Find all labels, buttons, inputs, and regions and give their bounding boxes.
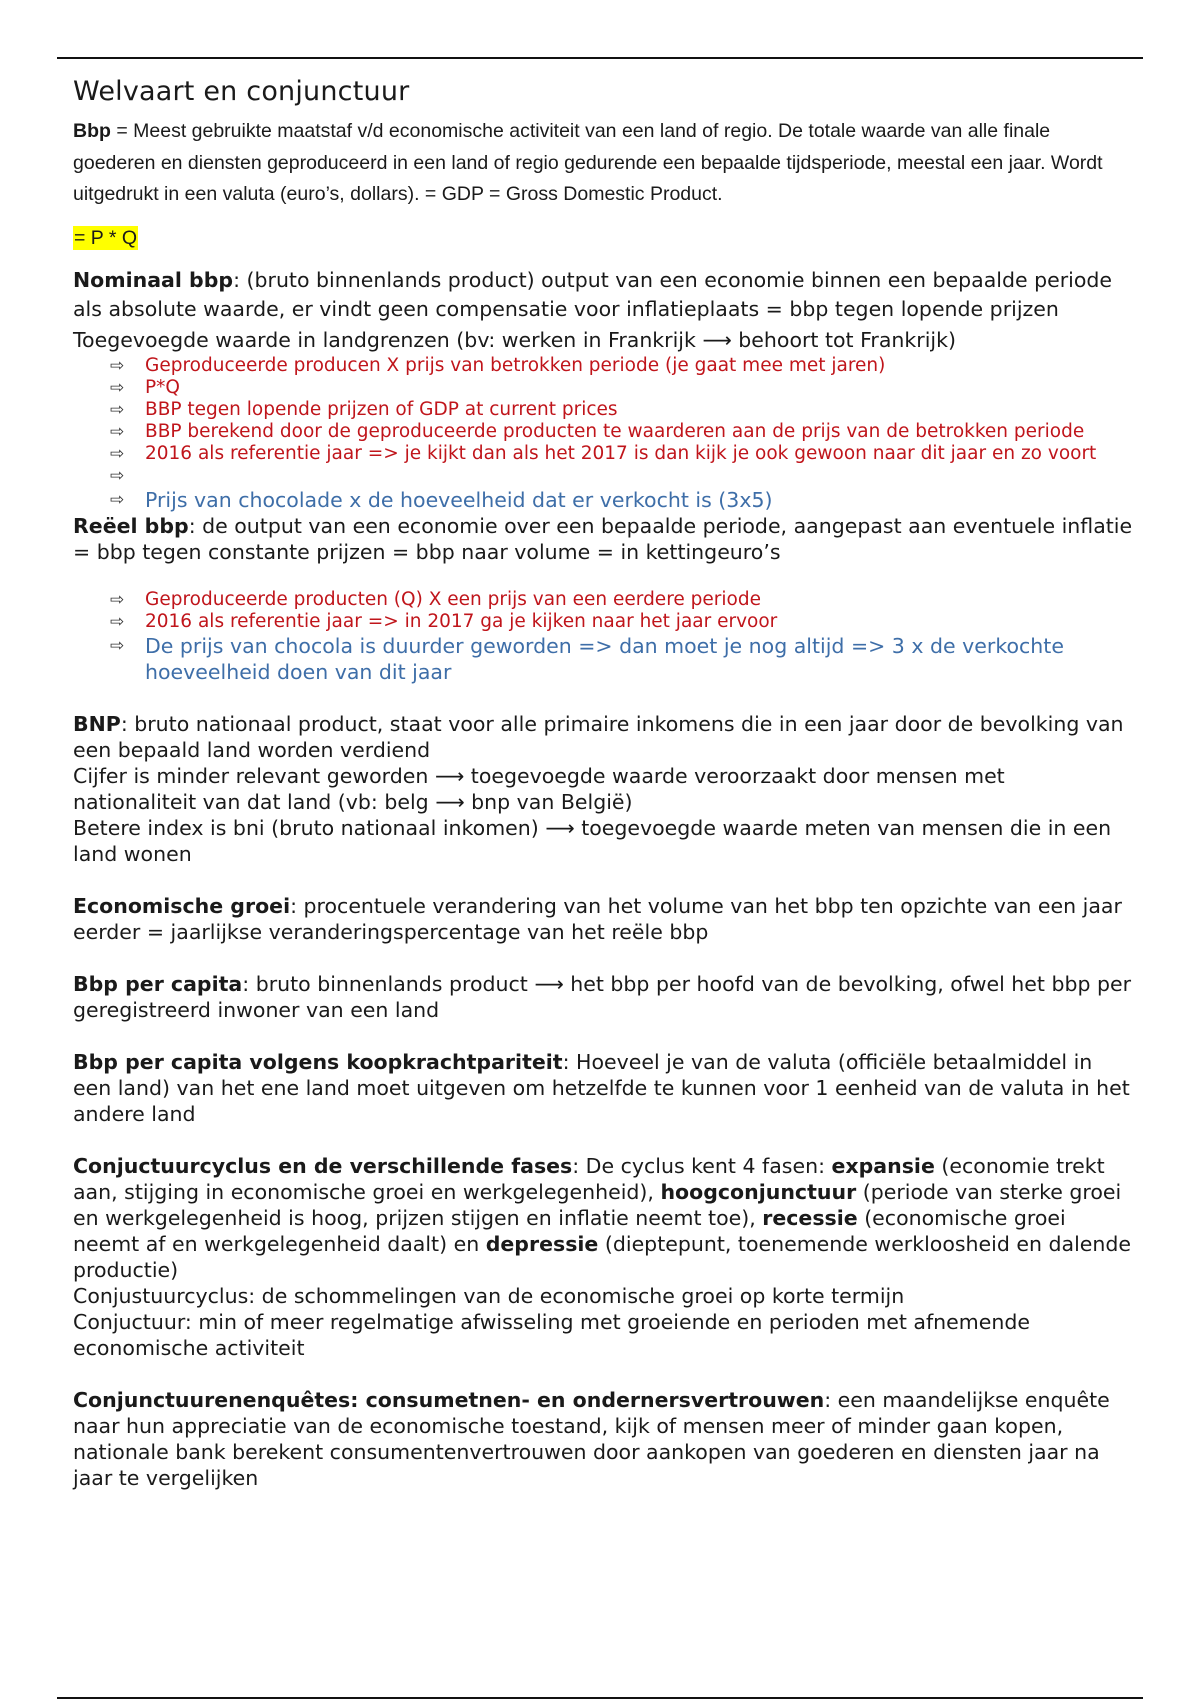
- list-item: [110, 487, 1133, 513]
- arrow-icon: ⇨: [110, 489, 125, 510]
- nominaal-text: : (bruto binnenlands product) output van een economie binnen een bepaalde periode als absolute waarde, er vindt geen compensatie voor inflatieplaats = bbp tegen lopende prijzen: [73, 267, 1113, 321]
- nominaal-bullets: [73, 355, 1133, 513]
- enquetes-definition: [73, 1387, 1133, 1491]
- arrow-icon: ⇨: [110, 443, 125, 464]
- bullet-text: De prijs van chocola is duurder geworden => dan moet je nog altijd => 3 x de verkochte hoeveelheid doen van dit jaar: [145, 633, 1064, 684]
- bottom-rule: [57, 1697, 1143, 1699]
- section-nominaal: [73, 266, 1133, 513]
- kkp-definition: [73, 1049, 1133, 1127]
- phase-hoogconjunctuur: hoogconjunctuur: [660, 1179, 857, 1204]
- bnp-line3: Betere index is bni (bruto nationaal inkomen) ⟶ toegevoegde waarde meten van mensen die in een land wonen: [73, 815, 1112, 866]
- bullet-text: P*Q: [145, 376, 180, 398]
- cyclus-term: Conjuctuurcyclus en de verschillende fases: [73, 1153, 573, 1178]
- bullet-text: Prijs van chocolade x de hoeveelheid dat er verkocht is (3x5): [145, 487, 773, 512]
- arrow-icon: ⇨: [110, 421, 125, 442]
- cyclus-text-5: (dieptepunt, toenemende werkloosheid en dalende productie): [73, 1231, 1132, 1282]
- section-koopkrachtpariteit: [73, 1049, 1133, 1127]
- enquetes-text: : een maandelijkse enquête naar hun appreciatie van de economische toestand, kijk of mensen meer of minder gaan kopen, nationale bank berekent consumentenvertrouwen door aankopen van goederen en diensten jaar na jaar te vergelijken: [73, 1387, 1110, 1490]
- cyclus-line2: Conjustuurcyclus: de schommelingen van de economische groei op korte termijn: [73, 1283, 905, 1308]
- capita-definition: [73, 971, 1133, 1023]
- list-item: [110, 465, 1133, 487]
- bnp-term: BNP: [73, 711, 121, 736]
- groei-text: : procentuele verandering van het volume van het bbp ten opzichte van een jaar eerder = jaarlijkse veranderingspercentage van het reële bbp: [73, 893, 1122, 944]
- section-bnp: [73, 711, 1133, 867]
- bullet-text: BBP berekend door de geproduceerde producten te waarderen aan de prijs van de betrokken periode: [145, 420, 1085, 442]
- bullet-text: Geproduceerde producen X prijs van betrokken periode (je gaat mee met jaren): [145, 354, 886, 376]
- nominaal-term: Nominaal bbp: [73, 267, 234, 292]
- bnp-text: : bruto nationaal product, staat voor alle primaire inkomens die in een jaar door de bevolking van een bepaald land worden verdiend: [73, 711, 1124, 762]
- phase-depressie: depressie: [485, 1231, 599, 1256]
- bullet-text: 2016 als referentie jaar => in 2017 ga je kijken naar het jaar ervoor: [145, 610, 778, 632]
- list-item: [110, 377, 1133, 399]
- cyclus-text-1: : De cyclus kent 4 fasen:: [572, 1153, 832, 1178]
- list-item: [110, 355, 1133, 377]
- bnp-definition: [73, 711, 1133, 763]
- intro-paragraph: [73, 116, 1133, 211]
- capita-term: Bbp per capita: [73, 971, 243, 996]
- bullet-text: BBP tegen lopende prijzen of GDP at current prices: [145, 398, 618, 420]
- arrow-icon: ⇨: [110, 589, 125, 610]
- arrow-icon: ⇨: [110, 635, 125, 656]
- section-capita: [73, 971, 1133, 1023]
- arrow-icon: ⇨: [110, 399, 125, 420]
- cyclus-line3: Conjuctuur: min of meer regelmatige afwisseling met groeiende en perioden met afnemende economische activiteit: [73, 1309, 1030, 1360]
- list-item: [110, 421, 1133, 443]
- reeel-term: Reëel bbp: [73, 513, 189, 538]
- bnp-line2: Cijfer is minder relevant geworden ⟶ toegevoegde waarde veroorzaakt door mensen met nationaliteit van dat land (vb: belg ⟶ bnp van België): [73, 763, 1005, 814]
- intro-text: = Meest gebruikte maatstaf v/d economische activiteit van een land of regio. De totale waarde van alle finale goederen en diensten geproduceerd in een land of regio gedurende een bepaalde tijdsperiode, meestal een jaar. Wordt uitgedrukt in een valuta (euro’s, dollars). = GDP = Gross Domestic Product.: [73, 120, 1103, 205]
- cyclus-text-2: (economie trekt aan, stijging in economische groei en werkgelegenheid),: [73, 1153, 1105, 1204]
- section-reeel: [73, 513, 1133, 685]
- arrow-icon: ⇨: [110, 465, 125, 486]
- nominaal-definition: [73, 266, 1133, 324]
- arrow-icon: ⇨: [110, 611, 125, 632]
- enquetes-term: Conjunctuurenenquêtes: consumetnen- en ondernersvertrouwen: [73, 1387, 825, 1412]
- list-item: [110, 443, 1133, 465]
- section-enquetes: [73, 1387, 1133, 1491]
- cyclus-text-3: (periode van sterke groei en werkgelegenheid is hoog, prijzen stijgen en inflatie neemt toe),: [73, 1179, 1122, 1230]
- nominaal-line2: Toegevoegde waarde in landgrenzen (bv: werken in Frankrijk ⟶ behoort tot Frankrijk): [73, 327, 956, 352]
- cyclus-text-4: (economische groei neemt af en werkgelegenheid daalt) en: [73, 1205, 1066, 1256]
- list-item: [110, 399, 1133, 421]
- reeel-bullets: [73, 589, 1133, 685]
- section-groei: [73, 893, 1133, 945]
- document-title: Welvaart en conjunctuur: [73, 76, 410, 107]
- reeel-text: : de output van een economie over een bepaalde periode, aangepast aan eventuele inflatie = bbp tegen constante prijzen = bbp naar volume = in kettingeuro’s: [73, 513, 1133, 564]
- arrow-icon: ⇨: [110, 355, 125, 376]
- bullet-text: Geproduceerde producten (Q) X een prijs van een eerdere periode: [145, 588, 761, 610]
- list-item: [110, 589, 1133, 611]
- kkp-text: : Hoeveel je van de valuta (officiële betaalmiddel in een land) van het ene land moet uitgeven om hetzelfde te kunnen voor 1 eenheid van de valuta in het andere land: [73, 1049, 1130, 1126]
- intro-term: Bbp: [73, 120, 111, 142]
- top-rule: [57, 57, 1143, 59]
- reeel-definition: [73, 513, 1133, 565]
- groei-definition: [73, 893, 1133, 945]
- document-body: [73, 70, 1133, 1491]
- phase-expansie: expansie: [831, 1153, 935, 1178]
- cyclus-definition: [73, 1153, 1133, 1283]
- groei-term: Economische groei: [73, 893, 291, 918]
- kkp-term: Bbp per capita volgens koopkrachtpariteit: [73, 1049, 563, 1074]
- phase-recessie: recessie: [762, 1205, 858, 1230]
- list-item: [110, 611, 1133, 633]
- list-item: [110, 633, 1133, 685]
- section-cyclus: [73, 1153, 1133, 1361]
- arrow-icon: ⇨: [110, 377, 125, 398]
- capita-text: : bruto binnenlands product ⟶ het bbp per hoofd van de bevolking, ofwel het bbp per geregistreerd inwoner van een land: [73, 971, 1132, 1022]
- bullet-text: 2016 als referentie jaar => je kijkt dan als het 2017 is dan kijk je ook gewoon naar dit jaar en zo voort: [145, 442, 1097, 464]
- formula-highlight: = P * Q: [74, 226, 138, 249]
